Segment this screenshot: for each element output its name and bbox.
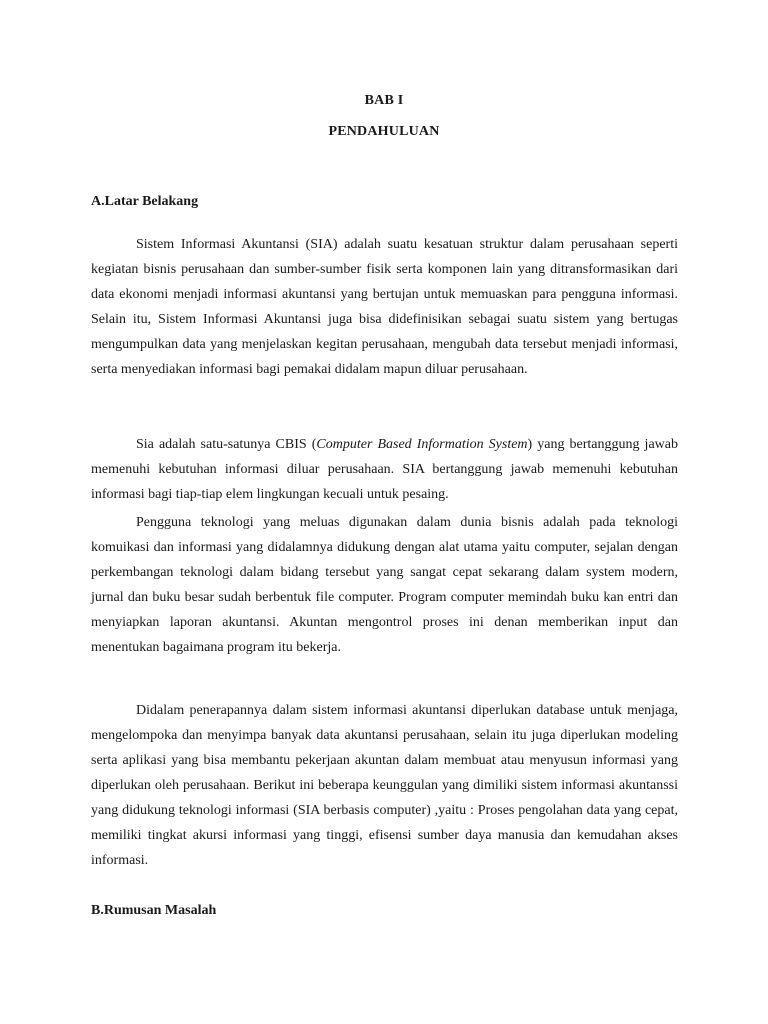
paragraph-4: Didalam penerapannya dalam sistem informasi akuntansi diperlukan database untuk menjaga, mengelompoka dan menyimpa banyak data akuntansi perusahaan, selain itu juga diperlukan modeling serta aplikasi yang bisa membantu pekerjaan akuntan dalam membuat atau menyusun informasi yang diperlukan oleh perusahaan. Berikut ini beberapa keunggulan yang dimiliki sistem informasi akuntanssi yang didukung teknologi informasi (SIA berbasis computer) ,yaitu : Proses pengolahan data yang cepat, memiliki tingkat akursi informasi yang tinggi, efisensi sumber daya manusia dan kemudahan akses informasi. bbox=[91, 703, 678, 868]
paragraph-3: Pengguna teknologi yang meluas digunakan dalam dunia bisnis adalah pada teknologi komuikasi dan informasi yang didalamnya didukung dengan alat utama yaitu computer, sejalan dengan perkembangan teknologi dalam bidang tersebut yang sangat cepat sekarang dalam system modern, jurnal dan buku besar sudah berbentuk file computer. Program computer memindah buku kan entri dan menyiapkan laporan akuntansi. Akuntan mengontrol proses ini denan memberikan input dan menentukan bagaimana program itu bekerja. bbox=[91, 515, 678, 655]
paragraph-1: Sistem Informasi Akuntansi (SIA) adalah suatu kesatuan struktur dalam perusahaan seperti kegiatan bisnis perusahaan dan sumber-sumber fisik serta komponen lain yang ditransformasikan dari data ekonomi menjadi informasi akuntansi yang bertujan untuk memuaskan para pengguna informasi. Selain itu, Sistem Informasi Akuntansi juga bisa didefinisikan sebagai suatu sistem yang bertugas mengumpulkan data yang menjelaskan kegitan perusahaan, mengubah data tersebut menjadi informasi, serta menyediakan informasi bagi pemakai didalam mapun diluar perusahaan. bbox=[91, 237, 678, 377]
section-heading-latar-belakang: A.Latar Belakang bbox=[91, 194, 199, 209]
section-heading-rumusan-masalah: B.Rumusan Masalah bbox=[91, 903, 217, 918]
paragraph-2 bbox=[91, 432, 678, 507]
paragraph-2-text-before: Sia adalah satu-satunya CBIS ( bbox=[136, 437, 317, 452]
paragraph-2-italic-term: Computer Based Information System bbox=[316, 437, 528, 452]
chapter-number: BAB I bbox=[364, 93, 404, 108]
paragraph-2-text-after: ) yang bertanggung jawab memenuhi kebutuhan informasi diluar perusahaan. SIA bertanggung jawab memenuhi kebutuhan informasi bagi tiap-tiap elem lingkungan kecuali untuk pesaing. bbox=[91, 437, 678, 502]
chapter-title: PENDAHULUAN bbox=[328, 124, 440, 139]
